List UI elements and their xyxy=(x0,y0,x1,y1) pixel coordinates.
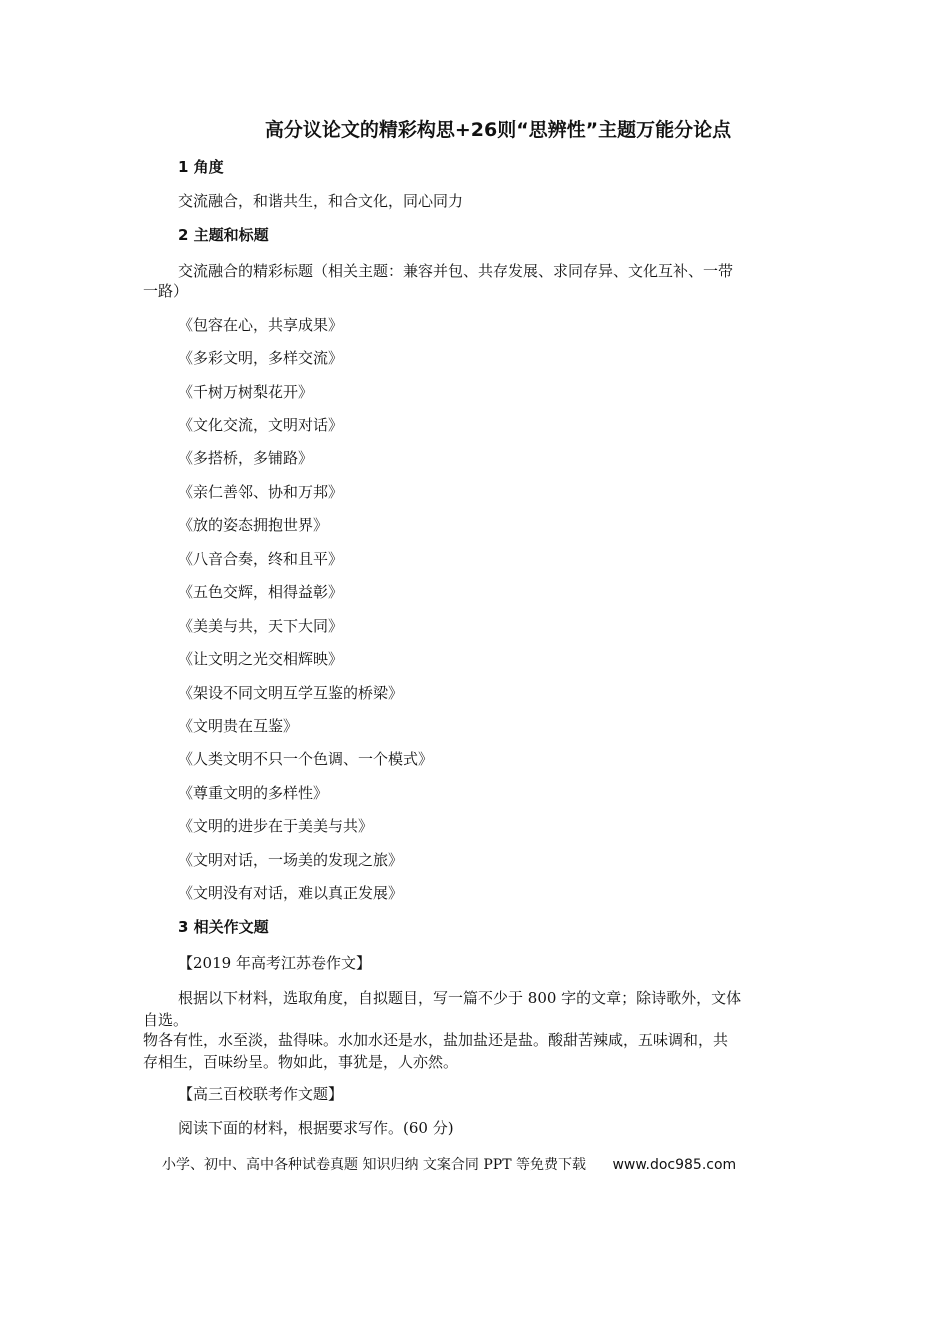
title-item: 《包容在心，共享成果》 xyxy=(178,316,344,334)
title-item: 《五色交辉，相得益彰》 xyxy=(178,583,344,601)
exam2-line-1: 阅读下面的材料，根据要求写作。(60 分) xyxy=(178,1119,454,1137)
title-item: 《亲仁善邻、协和万邦》 xyxy=(178,483,344,501)
title-item: 《美美与共，天下大同》 xyxy=(178,617,344,635)
title-item: 《多彩文明，多样交流》 xyxy=(178,349,344,367)
themes-intro-line-2: 一路） xyxy=(143,282,189,300)
exam1-line-2: 自选。 xyxy=(143,1011,189,1029)
title-item: 《架设不同文明互学互鉴的桥梁》 xyxy=(178,684,404,702)
themes-intro-line-1: 交流融合的精彩标题（相关主题：兼容并包、共存发展、求同存异、文化互补、一带 xyxy=(178,262,734,280)
title-item: 《文化交流，文明对话》 xyxy=(178,416,344,434)
title-item: 《尊重文明的多样性》 xyxy=(178,784,329,802)
angle-text: 交流融合，和谐共生，和合文化，同心同力 xyxy=(178,192,464,210)
exam1-line-3: 物各有性，水至淡，盐得味。水加水还是水，盐加盐还是盐。酸甜苦辣咸，五味调和，共 xyxy=(143,1031,729,1049)
footer-text: 小学、初中、高中各种试卷真题 知识归纳 文案合同 PPT 等免费下载 xyxy=(162,1157,586,1173)
title-item: 《放的姿态拥抱世界》 xyxy=(178,516,329,534)
title-item: 《人类文明不只一个色调、一个模式》 xyxy=(178,750,434,768)
section-heading-themes: 2 主题和标题 xyxy=(178,226,269,244)
exam2-label: 【高三百校联考作文题】 xyxy=(178,1085,344,1103)
exam1-label: 【2019 年高考江苏卷作文】 xyxy=(178,954,371,972)
section-heading-angle: 1 角度 xyxy=(178,158,224,176)
title-item: 《千树万树梨花开》 xyxy=(178,383,314,401)
title-item: 《文明对话，一场美的发现之旅》 xyxy=(178,851,404,869)
exam1-line-1: 根据以下材料，选取角度，自拟题目，写一篇不少于 800 字的文章；除诗歌外，文体 xyxy=(178,989,742,1007)
page-title: 高分议论文的精彩构思+26则“思辨性”主题万能分论点 xyxy=(264,119,732,141)
title-item: 《多搭桥，多铺路》 xyxy=(178,449,314,467)
title-item: 《文明的进步在于美美与共》 xyxy=(178,817,374,835)
title-item: 《让文明之光交相辉映》 xyxy=(178,650,344,668)
footer-url-link[interactable]: www.doc985.com xyxy=(612,1157,737,1173)
exam1-line-4: 存相生，百味纷呈。物如此，事犹是，人亦然。 xyxy=(143,1053,459,1071)
title-item: 《八音合奏，终和且平》 xyxy=(178,550,344,568)
title-item: 《文明没有对话，难以真正发展》 xyxy=(178,884,404,902)
title-item: 《文明贵在互鉴》 xyxy=(178,717,299,735)
section-heading-essay-prompts: 3 相关作文题 xyxy=(178,918,269,936)
page-footer xyxy=(162,1155,736,1175)
